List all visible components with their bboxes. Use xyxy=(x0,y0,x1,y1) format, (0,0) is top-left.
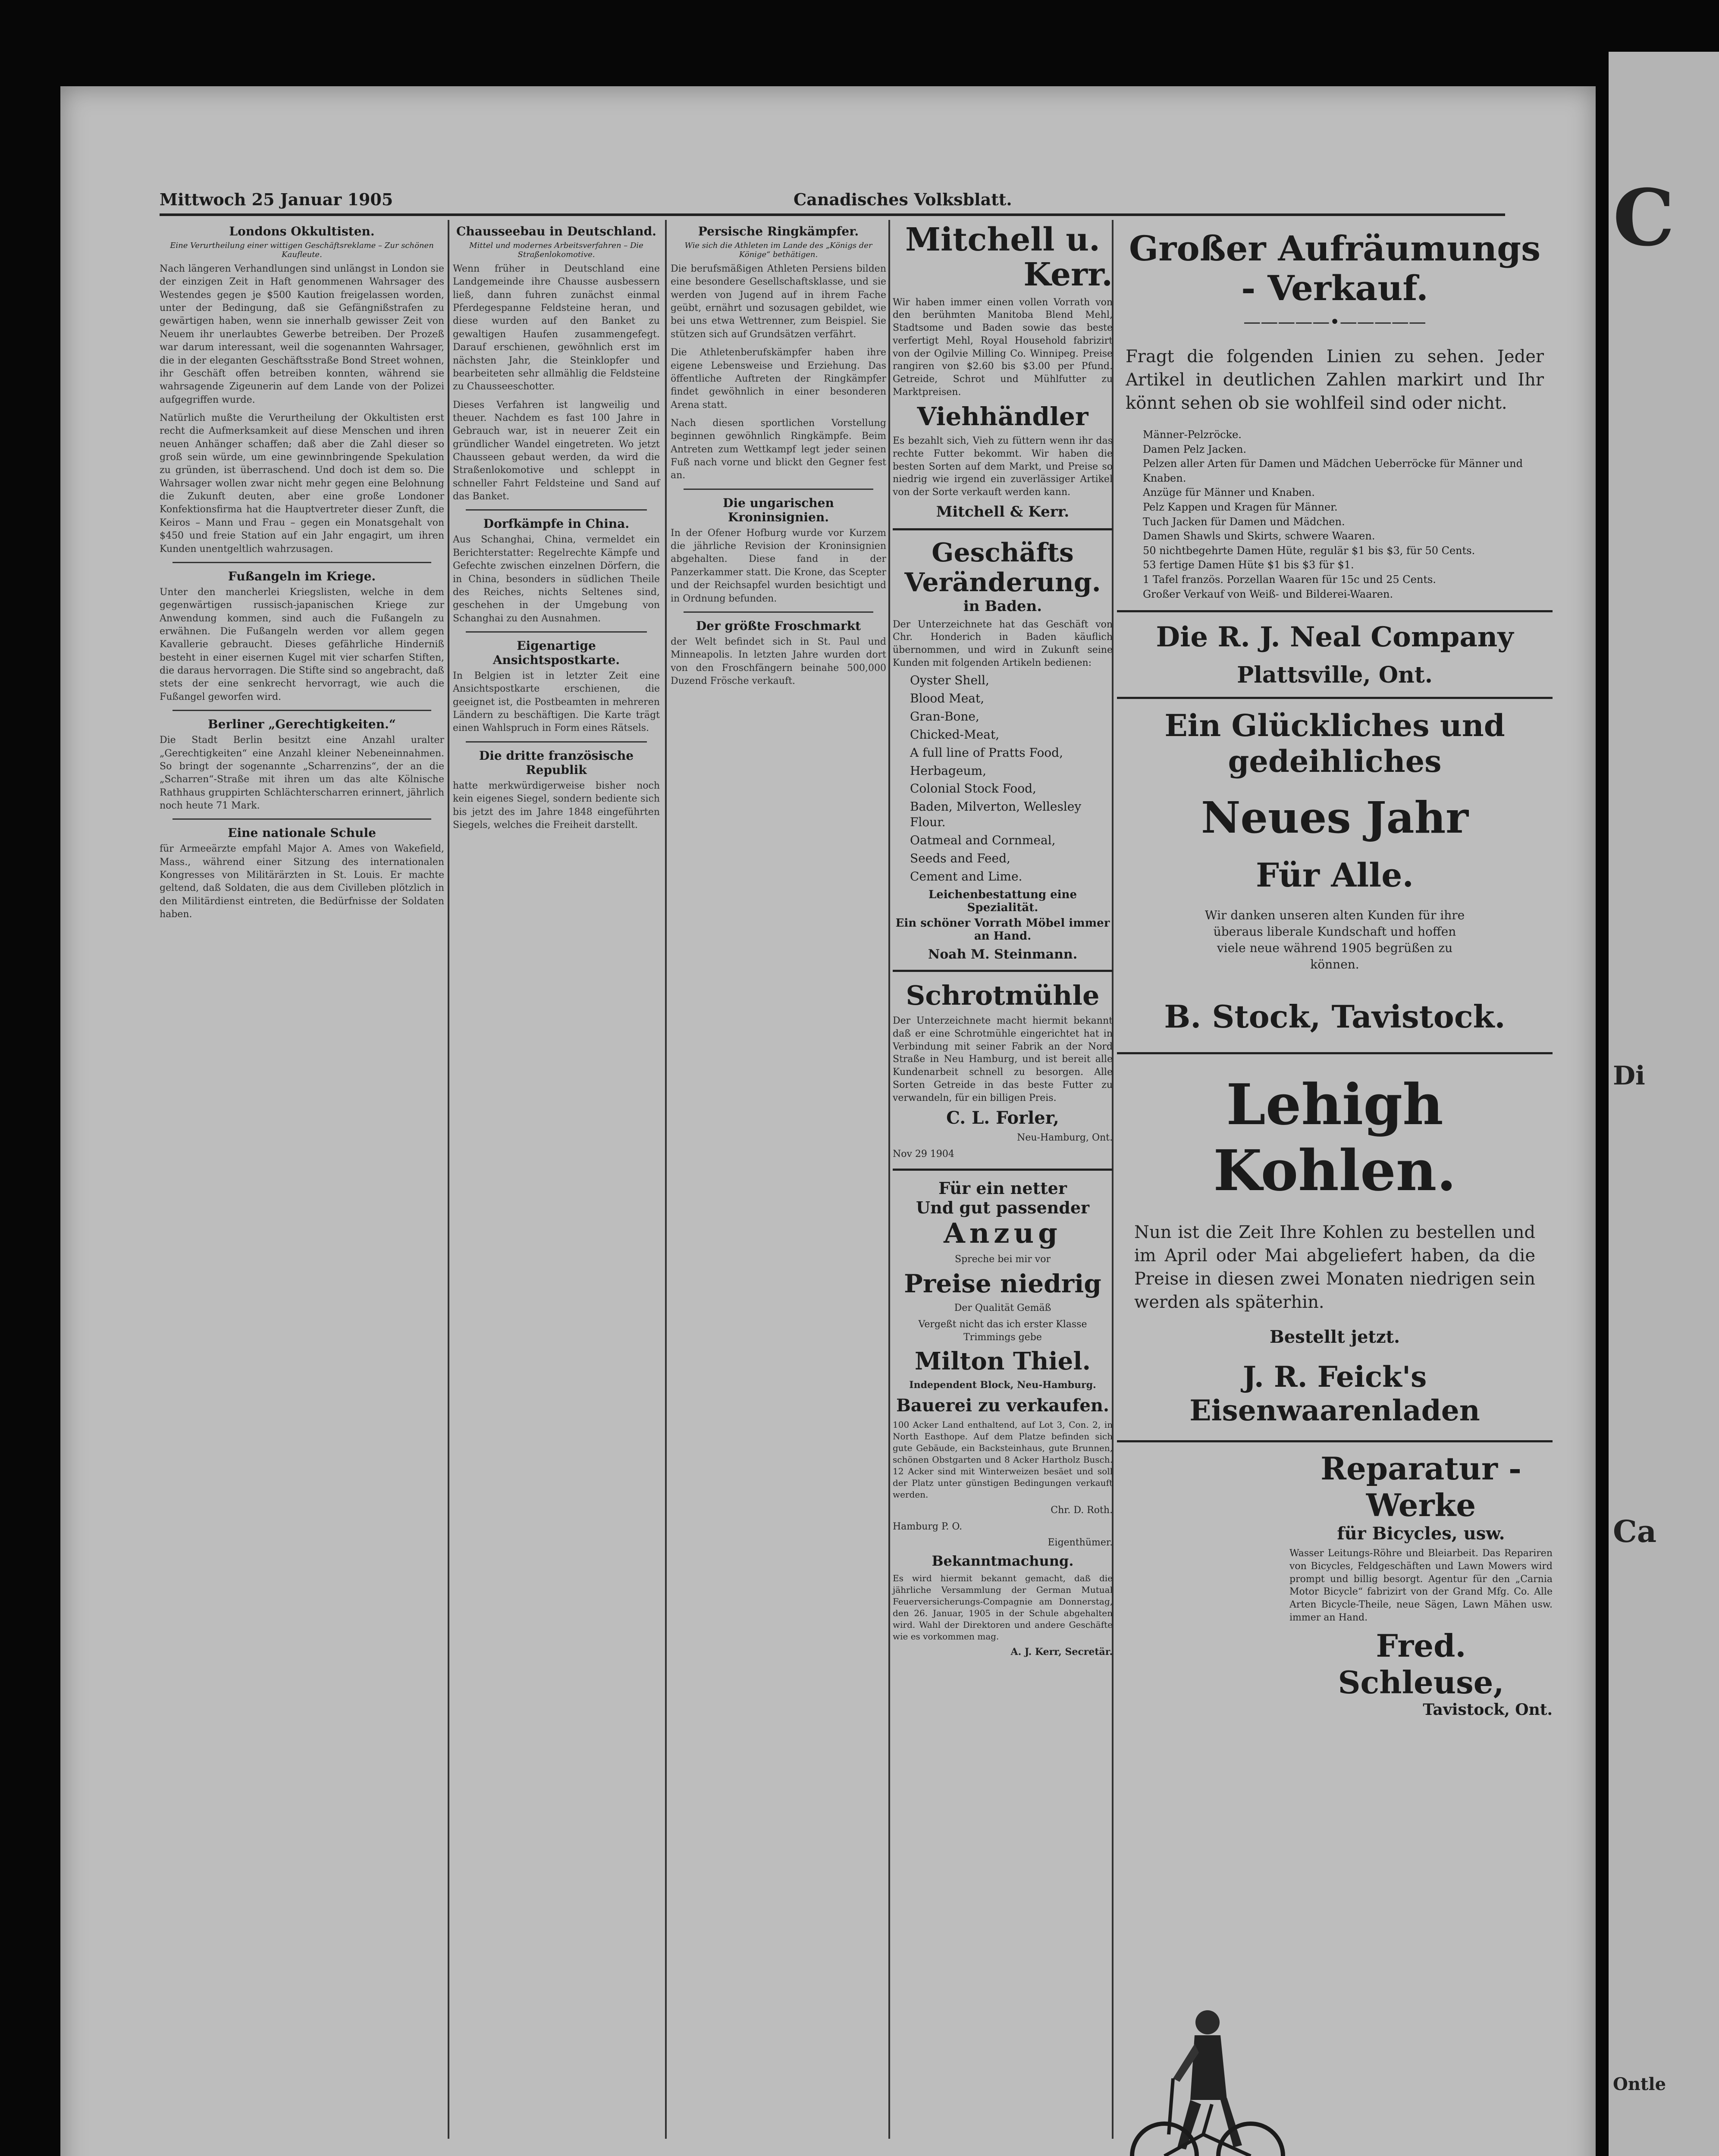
adjacent-page-fragment: Di xyxy=(1613,1061,1645,1091)
ad-headline: Ein Glückliches und gedeihliches xyxy=(1164,708,1505,780)
ad-text: Wasser Leitungs-Röhre und Bleiarbeit. Das Repariren von Bicycles, Feldgeschäften und Lawn Mowers wird prompt und billig besorgt. Agentur für den „Carnia Motor Bicycle“ fabrizirt von der Grand Mfg. Co. Alle Arten Bicycle-Theile, neue Sägen, Lawn Mähen usw. immer an Hand. xyxy=(1289,1548,1553,1623)
adjacent-page-edge xyxy=(1609,52,1719,2156)
article-separator xyxy=(466,631,647,633)
article-paragraph: Die berufsmäßigen Athleten Persiens bilden eine besondere Gesellschaftsklasse, und sie werden von Jugend auf in ihrem Fache geübt, ernährt und sozusagen gebildet, wie bei uns etwa Wettrenner, zum Beispiel. Sie stützen sich auf Grundsätzen verfährt. xyxy=(671,263,886,340)
ad-product-list xyxy=(893,673,1113,884)
ad-text: Ein schöner Vorrath Möbel immer an Hand. xyxy=(895,917,1110,943)
sale-item: Tuch Jacken für Damen und Mädchen. xyxy=(1143,515,1345,528)
ad-separator xyxy=(893,1169,1113,1171)
ad-signature: Mitchell & Kerr. xyxy=(936,503,1070,520)
product-item: Gran-Bone, xyxy=(910,709,979,724)
product-item: A full line of Pratts Food, xyxy=(910,745,1063,760)
sale-item: 53 fertige Damen Hüte $1 bis $3 für $1. xyxy=(1143,559,1354,571)
ad-signature: B. Stock, Tavistock. xyxy=(1164,998,1506,1035)
ad-signature: Noah M. Steinmann. xyxy=(928,947,1078,962)
article-title: Fußangeln im Kriege. xyxy=(228,569,376,583)
article-title: Eine nationale Schule xyxy=(228,826,376,840)
article-separator xyxy=(684,611,873,613)
article-paragraph: In der Ofener Hofburg wurde vor Kurzem die jährliche Revision der Kroninsignien abgehalten. Diese fand in der Panzerkammer statt. Die Krone, das Scepter und der Reichsapfel wurden besichtigt und in Ordnung befunden. xyxy=(671,527,886,604)
issue-date: Mittwoch 25 Januar 1905 xyxy=(160,190,393,209)
product-item: Colonial Stock Food, xyxy=(910,781,1036,796)
header-rule xyxy=(160,213,1505,216)
product-item: Seeds and Feed, xyxy=(910,851,1010,865)
ad-separator xyxy=(1117,1052,1553,1054)
ad-headline: Schrotmühle xyxy=(906,980,1100,1012)
ad-text: Und gut passender xyxy=(916,1197,1090,1217)
paper-title: Canadisches Volksblatt. xyxy=(794,190,1012,209)
sale-item: 50 nichtbegehrte Damen Hüte, regulär $1 bis $3, für 50 Cents. xyxy=(1143,544,1475,557)
article-paragraph: Die Athletenberufskämpfer haben ihre eigene Lebensweise und Erziehung. Das öffentliche Auftreten der Ringkämpfer findet gewöhnlich in einer besonderen Arena statt. xyxy=(671,347,886,411)
ad-text: Der Unterzeichnete hat das Geschäft von Chr. Honderich in Baden käuflich übernommen, und wird in Zukunft seine Kunden mit folgenden Artikeln bedienen: xyxy=(893,619,1113,668)
article-separator xyxy=(173,710,431,711)
product-item: Baden, Milverton, Wellesley Flour. xyxy=(910,799,1082,830)
column-2 xyxy=(453,220,660,837)
article-title: Der größte Froschmarkt xyxy=(696,618,861,633)
article-paragraph: Aus Schanghai, China, vermeldet ein Berichterstatter: Regelrechte Kämpfe und Gefechte zwischen einzelnen Dörfern, die in China, besonders in südlichen Theile des Reiches, nichts Seltenes sind, geschehen in der Umgebung von Schanghai zu den Ausnahmen. xyxy=(453,534,660,624)
company-name: Die R. J. Neal Company xyxy=(1156,621,1514,654)
sale-item: Anzüge für Männer und Knaben. xyxy=(1143,486,1315,499)
ad-place: Neu-Hamburg, Ont. xyxy=(1017,1132,1113,1144)
ad-text: Für ein netter xyxy=(938,1178,1067,1198)
ad-text: Fragt die folgenden Linien zu sehen. Jeder Artikel in deutlichen Zahlen markirt und Ihr könnt sehen ob sie wohlfeil sind oder nicht. xyxy=(1126,347,1544,413)
article-subtitle: Eine Verurtheilung einer wittigen Geschäftsreklame – Zur schönen Kaufleute. xyxy=(170,241,434,259)
ad-text: Wir danken unseren alten Kunden für ihre überaus liberale Kundschaft und hoffen viele neue während 1905 begrüßen zu können. xyxy=(1205,908,1465,971)
sale-item: Männer-Pelzröcke. xyxy=(1143,429,1242,441)
ad-headline: Mitchell u. xyxy=(905,221,1100,258)
ad-headline: Neues Jahr xyxy=(1201,792,1468,843)
article-separator xyxy=(466,741,647,743)
column-divider xyxy=(665,220,667,2139)
article-separator xyxy=(684,489,873,490)
ad-subheadline: für Bicycles, usw. xyxy=(1337,1523,1505,1544)
article-separator xyxy=(173,818,431,820)
column-1 xyxy=(160,220,444,926)
article-paragraph: Nach längeren Verhandlungen sind unlängst in London sie der einzigen Zeit in Haft genommenen Wahrsager des Westendes gegen je $500 Kaution freigelassen worden, unter der Bedingung, daß sie Gefängnißstrafen zu gewärtigen haben, wenn sie innerhalb gewisser Zeit von Neuem ihr unerlaubtes Gewerbe betreiben. Der Prozeß war darum interessant, weil die sogenannten Wahrsager, die in der eleganten Geschäftsstraße Bond Street wohnen, ihr Geschäft offen betreiben konnten, während sie wahrsagende Zigeunerin auf dem Lande von der Polizei aufgegriffen wurde. xyxy=(160,263,444,405)
ad-place: Independent Block, Neu-Hamburg. xyxy=(909,1379,1096,1391)
company-place: Plattsville, Ont. xyxy=(1237,662,1433,689)
ad-separator xyxy=(1117,1440,1553,1442)
ad-text: Der Unterzeichnete macht hiermit bekannt daß er eine Schrotmühle eingerichtet hat in Verbindung mit seiner Fabrik an der Nord Straße in Neu Hamburg, und ist bereit alle Kundenarbeit schnell zu besorgen. Alle Sorten Getreide in das beste Futter zu verwandeln, für ein billigen Preis. xyxy=(893,1015,1113,1103)
sale-item: 1 Tafel französ. Porzellan Waaren für 15c und 25 Cents. xyxy=(1143,573,1436,586)
ad-text: Es wird hiermit bekannt gemacht, daß die jährliche Versammlung der German Mutual Feuerversicherungs-Compagnie am Donnerstag, den 26. Januar, 1905 in der Schule abgehalten wird. Wahl der Direktoren und andere Geschäfte wie es vorkommen mag. xyxy=(893,1573,1113,1642)
product-item: Oyster Shell, xyxy=(910,673,989,688)
product-item: Herbageum, xyxy=(910,763,986,778)
column-4-ads xyxy=(893,220,1113,1662)
ad-signature: Fred. Schleuse, xyxy=(1338,1627,1504,1701)
adjacent-page-fragment: Ca xyxy=(1613,1514,1657,1549)
product-item: Oatmeal and Cornmeal, xyxy=(910,833,1056,847)
ad-date: Nov 29 1904 xyxy=(893,1148,954,1159)
ad-signature: C. L. Forler, xyxy=(946,1108,1059,1128)
article-separator xyxy=(173,562,431,563)
column-5-ads xyxy=(1117,220,1553,1719)
sale-item: Damen Shawls und Skirts, schwere Waaren. xyxy=(1143,530,1375,542)
column-3 xyxy=(671,220,886,693)
ad-headline: Lehigh Kohlen. xyxy=(1213,1072,1456,1204)
ad-headline: Reparatur - Werke xyxy=(1321,1450,1521,1524)
article-title: Eigenartige Ansichtspostkarte. xyxy=(492,638,620,667)
product-item: Cement and Lime. xyxy=(910,869,1023,884)
ad-signature: Chr. D. Roth. xyxy=(1051,1505,1113,1516)
ad-subheadline: in Baden. xyxy=(963,597,1042,615)
ad-headline: Für Alle. xyxy=(1256,856,1414,895)
article-separator xyxy=(466,509,647,511)
ad-headline: Bauerei zu verkaufen. xyxy=(896,1395,1109,1416)
article-paragraph: Dieses Verfahren ist langweilig und theuer. Nachdem es fast 100 Jahre in Gebrauch war, ist in neuerer Zeit ein gründlicher Wandel eingetreten. Wo jetzt Chausseen gebaut werden, da wird die Straßenlokomotive und schleppt in schneller Fahrt Feldsteine und Sand auf das Banket. xyxy=(453,399,660,502)
sale-item: Pelz Kappen und Kragen für Männer. xyxy=(1143,501,1338,513)
bicycle-rider-illustration xyxy=(1126,2005,1289,2156)
article-paragraph: Natürlich mußte die Verurtheilung der Okkultisten erst recht die Aufmerksamkeit auf diese Menschen und ihren neuen Anhänger schaffen; daß aber die Zahl dieser so groß sein würde, um eine gewinnbringende Spekulation zu gründen, ist überraschend. Und doch ist dem so. Die Wahrsager wollen zwar nicht mehr gegen eine Belohnung die Zukunft deuten, aber eine große Londoner Konfektionsfirma hat die Hauptvertreter dieser Zunft, die Keiros – Mann und Frau – gegen ein Monatsgehalt von $450 und freie Station auf ein Jahr engagirt, um ihren Kunden unentgeltlich wahrzusagen. xyxy=(160,412,444,555)
ad-role: Eigenthümer. xyxy=(1048,1537,1113,1548)
ad-headline: Großer Aufräumungs - Verkauf. xyxy=(1129,228,1541,308)
sale-item: Damen Pelz Jacken. xyxy=(1143,443,1247,455)
ad-headline: Viehhändler xyxy=(917,402,1088,432)
ad-separator xyxy=(1117,697,1553,699)
ad-signature: Milton Thiel. xyxy=(914,1347,1091,1376)
column-divider xyxy=(448,220,449,2139)
article-title: Persische Ringkämpfer. xyxy=(698,224,859,238)
sale-item: Großer Verkauf von Weiß- und Bilderei-Waaren. xyxy=(1143,588,1393,600)
article-paragraph: Unter den mancherlei Kriegslisten, welche in dem gegenwärtigen russisch-japanischen Kriege zur Anwendung kommen, sind auch die Fußangeln zu erwähnen. Die Fußangeln werden vor allem gegen Kavallerie gebraucht. Dieses gefährliche Hinderniß besteht in einer eisernen Kugel mit vier scharfen Stiften, die daraus hervorragen. Die Stifte sind so angebracht, daß stets der eine senkrecht hervorragt, wie auch die Fußangel geworfen wird. xyxy=(160,586,444,702)
ad-separator xyxy=(893,970,1113,972)
shop-name: J. R. Feick's Eisenwaarenladen xyxy=(1189,1360,1480,1428)
ad-separator xyxy=(1117,610,1553,612)
article-subtitle: Wie sich die Athleten im Lande des „Königs der Könige“ bethätigen. xyxy=(684,241,872,259)
product-item: Chicked-Meat, xyxy=(910,727,1000,742)
article-title: Dorfkämpfe in China. xyxy=(483,517,630,531)
ad-call-to-action: Bestellt jetzt. xyxy=(1269,1327,1400,1348)
article-title: Berliner „Gerechtigkeiten.“ xyxy=(208,717,396,732)
ad-place: Hamburg P. O. xyxy=(893,1521,963,1532)
ad-text: Leichenbestattung eine Spezialität. xyxy=(928,888,1077,915)
ad-place: Tavistock, Ont. xyxy=(1423,1701,1553,1719)
article-paragraph: Die Stadt Berlin besitzt eine Anzahl uralter „Gerechtigkeiten“ eine Anzahl kleiner Nebeneinnahmen. So bringt der sogenannte „Scharrenzins“, der an die „Scharren“-Straße mit ihren um das alte Kölnische Rathhaus gruppirten Schlächterscharren erinnert, jährlich noch heute 71 Mark. xyxy=(160,735,444,811)
article-title: Die dritte französische Republik xyxy=(479,748,634,777)
ad-headline: Kerr. xyxy=(1023,256,1113,294)
ad-text: Wir haben immer einen vollen Vorrath von den berühmten Manitoba Blend Mehl, Stadtsome und Baden sowie das beste verfertigt Mehl, Royal Household fabrizirt von der Ogilvie Milling Co. Winnipeg. Preise rangiren von $2.60 bis $3.00 per Pfund. Getreide, Schrot und Mühlfutter zu Marktpreisen. xyxy=(893,297,1113,398)
article-subtitle: Mittel und modernes Arbeitsverfahren – Die Straßenlokomotive. xyxy=(469,241,643,259)
ornament-divider: —————•————— xyxy=(1243,312,1426,332)
ad-signature: A. J. Kerr, Secretär. xyxy=(1010,1646,1113,1658)
ad-headline: Preise niedrig xyxy=(904,1269,1101,1299)
product-item: Blood Meat, xyxy=(910,691,985,706)
adjacent-page-fragment: Ontle xyxy=(1613,2074,1666,2094)
article-paragraph: für Armeeärzte empfahl Major A. Ames von Wakefield, Mass., während einer Sitzung des internationalen Kongresses von Militärärzten in St. Louis. Er machte geltend, daß Soldaten, die aus dem Civilleben plötzlich in den Militärdienst eintreten, die Bedürfnisse der Soldaten haben. xyxy=(160,843,444,920)
article-paragraph: Wenn früher in Deutschland eine Landgemeinde ihre Chausse ausbessern ließ, dann fuhren zunächst einmal Pferdegespanne Feldsteine heran, und diese wurden auf den Banket zu gewaltigen Haufen zusammengefegt. Darauf erschienen, gewöhnlich erst im nächsten Jahr, die Steinklopfer und bearbeiteten sehr allmählig die Feldsteine zu Chausseeschotter. xyxy=(453,263,660,392)
sale-item-list xyxy=(1143,428,1527,602)
adjacent-page-fragment: C xyxy=(1613,172,1675,263)
article-title: Die ungarischen Kroninsignien. xyxy=(723,495,834,524)
ad-separator xyxy=(893,528,1113,530)
article-paragraph: Nach diesen sportlichen Vorstellung beginnen gewöhnlich Ringkämpfe. Beim Antreten zum Wettkampf legt jeder seinen Fuß nach vorne und blickt den Gegner fest an. xyxy=(671,417,886,481)
ad-text: 100 Acker Land enthaltend, auf Lot 3, Con. 2, in North Easthope. Auf dem Platze befinden sich gute Gebäude, ein Backsteinhaus, gute Brunnen, schönen Obstgarten und 8 Acker Hartholz Busch. 12 Acker sind mit Winterweizen besäet und soll der Platz unter günstigen Bedingungen verkauft werden. xyxy=(893,1420,1113,1500)
ad-text: Spreche bei mir vor xyxy=(955,1253,1051,1265)
article-paragraph: der Welt befindet sich in St. Paul und Minneapolis. In letzten Jahre wurden dort von den Froschfängern beinahe 500,000 Duzend Frösche verkauft. xyxy=(671,636,886,686)
ad-text: Es bezahlt sich, Vieh zu füttern wenn ihr das rechte Futter bekommt. Wir haben die besten Sorten auf dem Markt, und Preise so niedrig wie irgend ein zuverlässiger Artikel von der Sorte verkauft werden kann. xyxy=(893,436,1113,498)
ad-text: Vergeßt nicht das ich erster Klasse Trimmings gebe xyxy=(918,1319,1087,1343)
ad-headline: Bekanntmachung. xyxy=(932,1553,1074,1570)
article-paragraph: In Belgien ist in letzter Zeit eine Ansichtspostkarte erschienen, die geeignet ist, die Postbeamten in mehreren Ländern zu beschäftigen. Die Karte trägt einen Wahlspruch in Form eines Rätsels. xyxy=(453,670,660,734)
article-title: Chausseebau in Deutschland. xyxy=(456,224,656,238)
ad-text: Der Qualität Gemäß xyxy=(954,1303,1051,1314)
article-paragraph: hatte merkwürdigerweise bisher noch kein eigenes Siegel, sondern bediente sich bis jetzt des im Jahre 1848 eingeführten Siegels, welches die Freiheit darstellt. xyxy=(453,780,660,830)
ad-headline: Geschäfts Veränderung. xyxy=(904,537,1101,598)
article-title: Londons Okkultisten. xyxy=(229,224,375,238)
sale-item: Pelzen aller Arten für Damen und Mädchen Ueberröcke für Männer und Knaben. xyxy=(1143,458,1523,484)
ad-text: Nun ist die Zeit Ihre Kohlen zu bestellen und im April oder Mai abgeliefert haben, da die Preise in diesen zwei Monaten niedrigen sein werden als späterhin. xyxy=(1134,1222,1535,1313)
ad-headline: Anzug xyxy=(944,1217,1062,1250)
column-divider xyxy=(888,220,890,2139)
